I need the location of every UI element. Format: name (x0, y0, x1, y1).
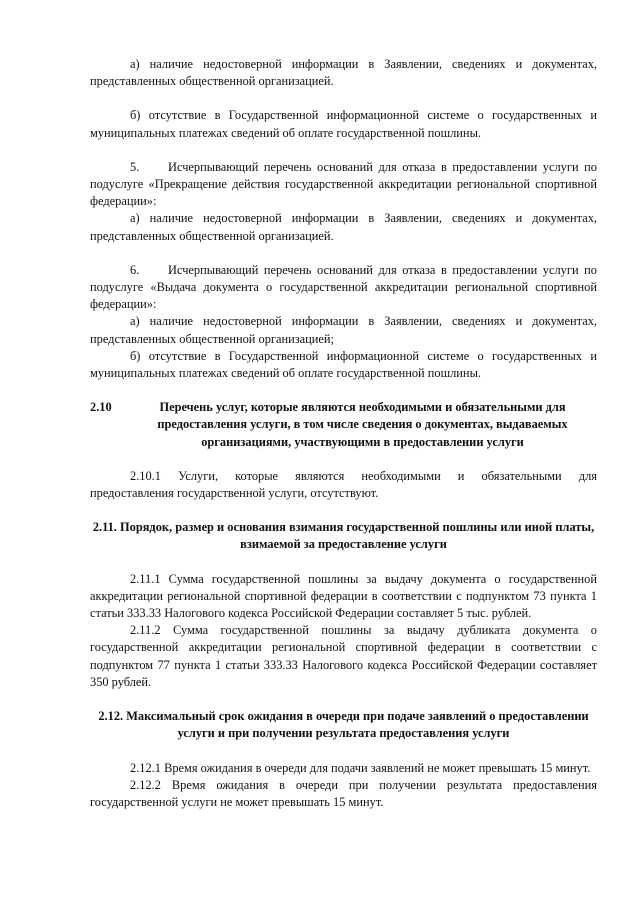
section-heading-2-10-text: Перечень услуг, которые являются необходимыми и обязательными для предоставления услуги, в том числе сведения о документах, выдаваемых организациями, участвующими в предоставлении услуги (157, 400, 568, 449)
paragraph-reason-a: а) наличие недостоверной информации в Заявлении, сведениях и документах, представленных общественной организацией. (90, 57, 597, 89)
paragraph-reason-b: б) отсутствие в Государственной информационной системе о государственных и муниципальных платежах сведений об оплате государственной пошлины. (90, 108, 597, 140)
list-item-6-number: 6. (130, 262, 140, 277)
section-heading-2-10 (90, 399, 597, 451)
section-heading-2-10-number: 2.10 (90, 400, 112, 415)
list-item-6 (90, 262, 597, 314)
list-item-5-text: Исчерпывающий перечень оснований для отказа в предоставлении услуги по подуслуге «Прекращение действия государственной аккредитации региональной спортивной федерации»: (90, 159, 597, 209)
list-item-5 (90, 159, 597, 211)
paragraph-2-11-1: 2.11.1 Сумма государственной пошлины за выдачу документа о государственной аккредитации региональной спортивной федерации в соответствии с подпунктом 73 пункта 1 статьи 333.33 Налогового кодекса Российской Федерации составляет 5 тыс. рублей. (90, 571, 597, 621)
section-heading-2-11: 2.11. Порядок, размер и основания взимания государственной пошлины или иной платы, взимаемой за предоставление услуги (92, 520, 595, 552)
document-page (90, 56, 597, 811)
list-item-6-reason-a: а) наличие недостоверной информации в Заявлении, сведениях и документах, представленных общественной организацией; (90, 314, 597, 346)
section-heading-2-12: 2.12. Максимальный срок ожидания в очереди при подаче заявлений о предоставлении услуги и при получении результата предоставления услуги (98, 709, 589, 741)
list-item-6-reason-b: б) отсутствие в Государственной информационной системе о государственных и муниципальных платежах сведений об оплате государственной пошлины. (90, 348, 597, 381)
paragraph-2-10-1-line2: предоставления государственной услуги, отсутствуют. (90, 486, 379, 501)
paragraph-2-12-2: 2.12.2 Время ожидания в очереди при получении результата предоставления государственной услуги не может превышать 15 минут. (90, 777, 597, 809)
paragraph-2-12-1: 2.12.1 Время ожидания в очереди для подачи заявлений не может превышать 15 минут. (130, 760, 591, 775)
list-item-5-reason-a: а) наличие недостоверной информации в Заявлении, сведениях и документах, представленных общественной организацией. (90, 211, 597, 243)
paragraph-2-11-2: 2.11.2 Сумма государственной пошлины за выдачу дубликата документа о государственной аккредитации региональной спортивной федерации в соответствии с подпунктом 77 пункта 1 статьи 333.33 Налогового кодекса Российской Федерации составляет 350 рублей. (90, 623, 597, 689)
paragraph-2-10-1-line1: 2.10.1 Услуги, которые являются необходимыми и обязательными для (130, 468, 597, 483)
list-item-5-number: 5. (130, 159, 140, 174)
list-item-6-text: Исчерпывающий перечень оснований для отказа в предоставлении услуги по подуслуге «Выдача документа о государственной аккредитации региональной спортивной федерации»: (90, 262, 597, 312)
